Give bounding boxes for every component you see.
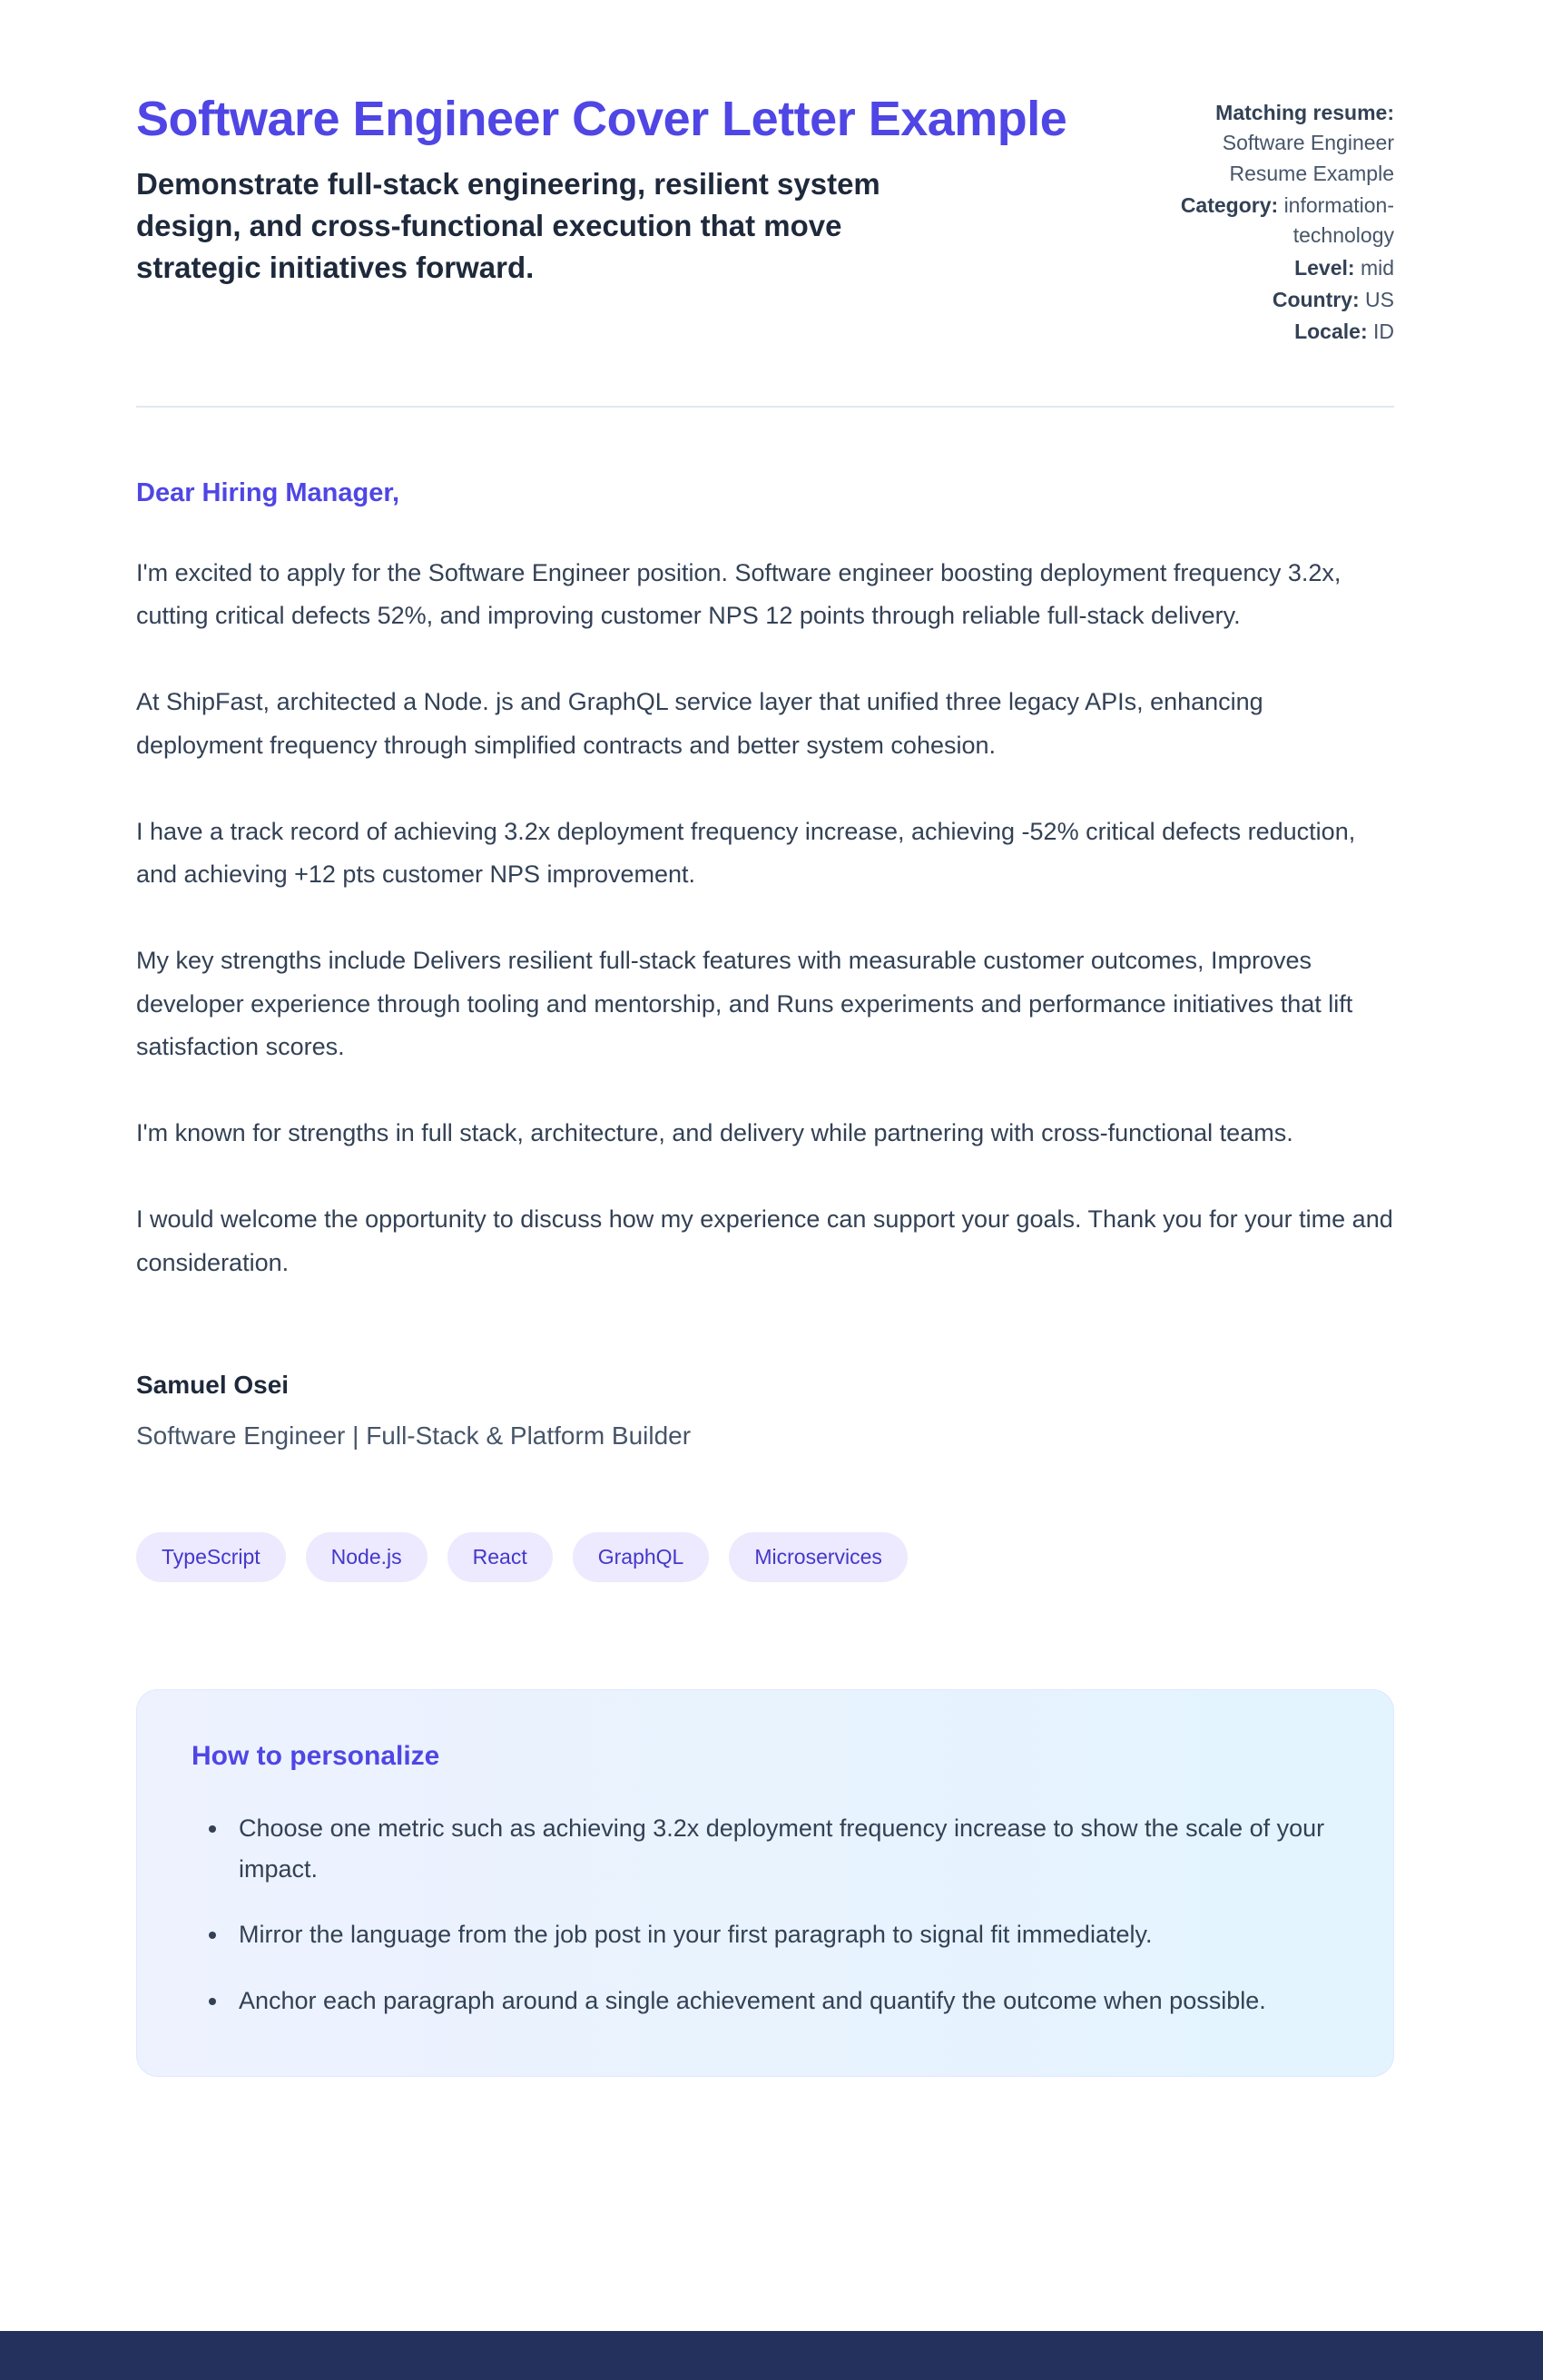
letter-paragraph: My key strengths include Delivers resilient full-stack features with measurable customer outcomes, Improves developer experience through tooling and mentorship, and Runs experiments and performance initiatives that lift satisfaction scores. [136,947,1353,1060]
meta-item-level [1167,253,1394,283]
personalize-heading: How to personalize [192,1741,440,1772]
meta-label: Matching resume: [1215,101,1394,124]
meta-value: US [1365,288,1394,312]
signature-role: Software Engineer | Full-Stack & Platform Builder [136,1421,692,1450]
skill-tag: Microservices [729,1532,908,1583]
letter-paragraph: At ShipFast, architected a Node. js and GraphQL service layer that unified three legacy APIs, enhancing deployment frequency through simplified contracts and better system cohesion. [136,688,1263,759]
skill-tags-row [136,1532,1394,1583]
meta-value: ID [1373,320,1394,344]
skill-tag: TypeScript [136,1532,286,1583]
salutation: Dear Hiring Manager, [136,477,400,507]
meta-label: Country: [1272,288,1360,312]
letter-paragraph: I'm known for strengths in full stack, architecture, and delivery while partnering with cross-functional teams. [136,1119,1293,1146]
meta-item-category [1167,191,1394,251]
header [136,91,1394,349]
signature-name: Samuel Osei [136,1370,290,1399]
meta-label: Level: [1294,255,1355,280]
personalize-bullet: • Choose one metric such as achieving 3.2x deployment frequency increase to show the scale of your impact. [230,1808,1339,1889]
meta-item-locale [1167,317,1394,347]
personalize-bullet: • Mirror the language from the job post in your first paragraph to signal fit immediately. [230,1914,1339,1955]
page-title: Software Engineer Cover Letter Example [136,92,1067,146]
meta-label: Locale: [1294,320,1368,344]
meta-block [1167,91,1394,349]
skill-tag: React [447,1532,553,1583]
letter-paragraph: I have a track record of achieving 3.2x deployment frequency increase, achieving -52% critical defects reduction, and achieving +12 pts customer NPS improvement. [136,817,1356,888]
cover-letter-body [136,478,1394,1451]
meta-item-matching-resume [1167,98,1394,189]
letter-paragraph: I'm excited to apply for the Software Engineer position. Software engineer boosting deployment frequency 3.2x, cutting critical defects 52%, and improving customer NPS 12 points through reliable full-stack delivery. [136,558,1342,629]
personalize-bullet: • Anchor each paragraph around a single achievement and quantify the outcome when possible. [230,1981,1339,2021]
header-left [136,91,1066,290]
skill-tag: Node.js [306,1532,428,1583]
footer-bar [0,2331,1543,2380]
personalize-card [136,1689,1394,2076]
header-divider [136,406,1394,408]
personalize-list [192,1808,1339,2021]
meta-value: information-technology [1283,193,1394,248]
meta-label: Category: [1180,193,1279,218]
meta-item-country [1167,285,1394,315]
letter-paragraph: I would welcome the opportunity to discuss how my experience can support your goals. Thank you for your time and consideration. [136,1205,1393,1276]
skill-tag: GraphQL [573,1532,710,1583]
page-subtitle: Demonstrate full-stack engineering, resilient system design, and cross-functional execution that move strategic initiatives forward. [136,167,880,285]
meta-value: mid [1360,255,1394,280]
meta-value: Software Engineer Resume Example [1222,131,1394,185]
